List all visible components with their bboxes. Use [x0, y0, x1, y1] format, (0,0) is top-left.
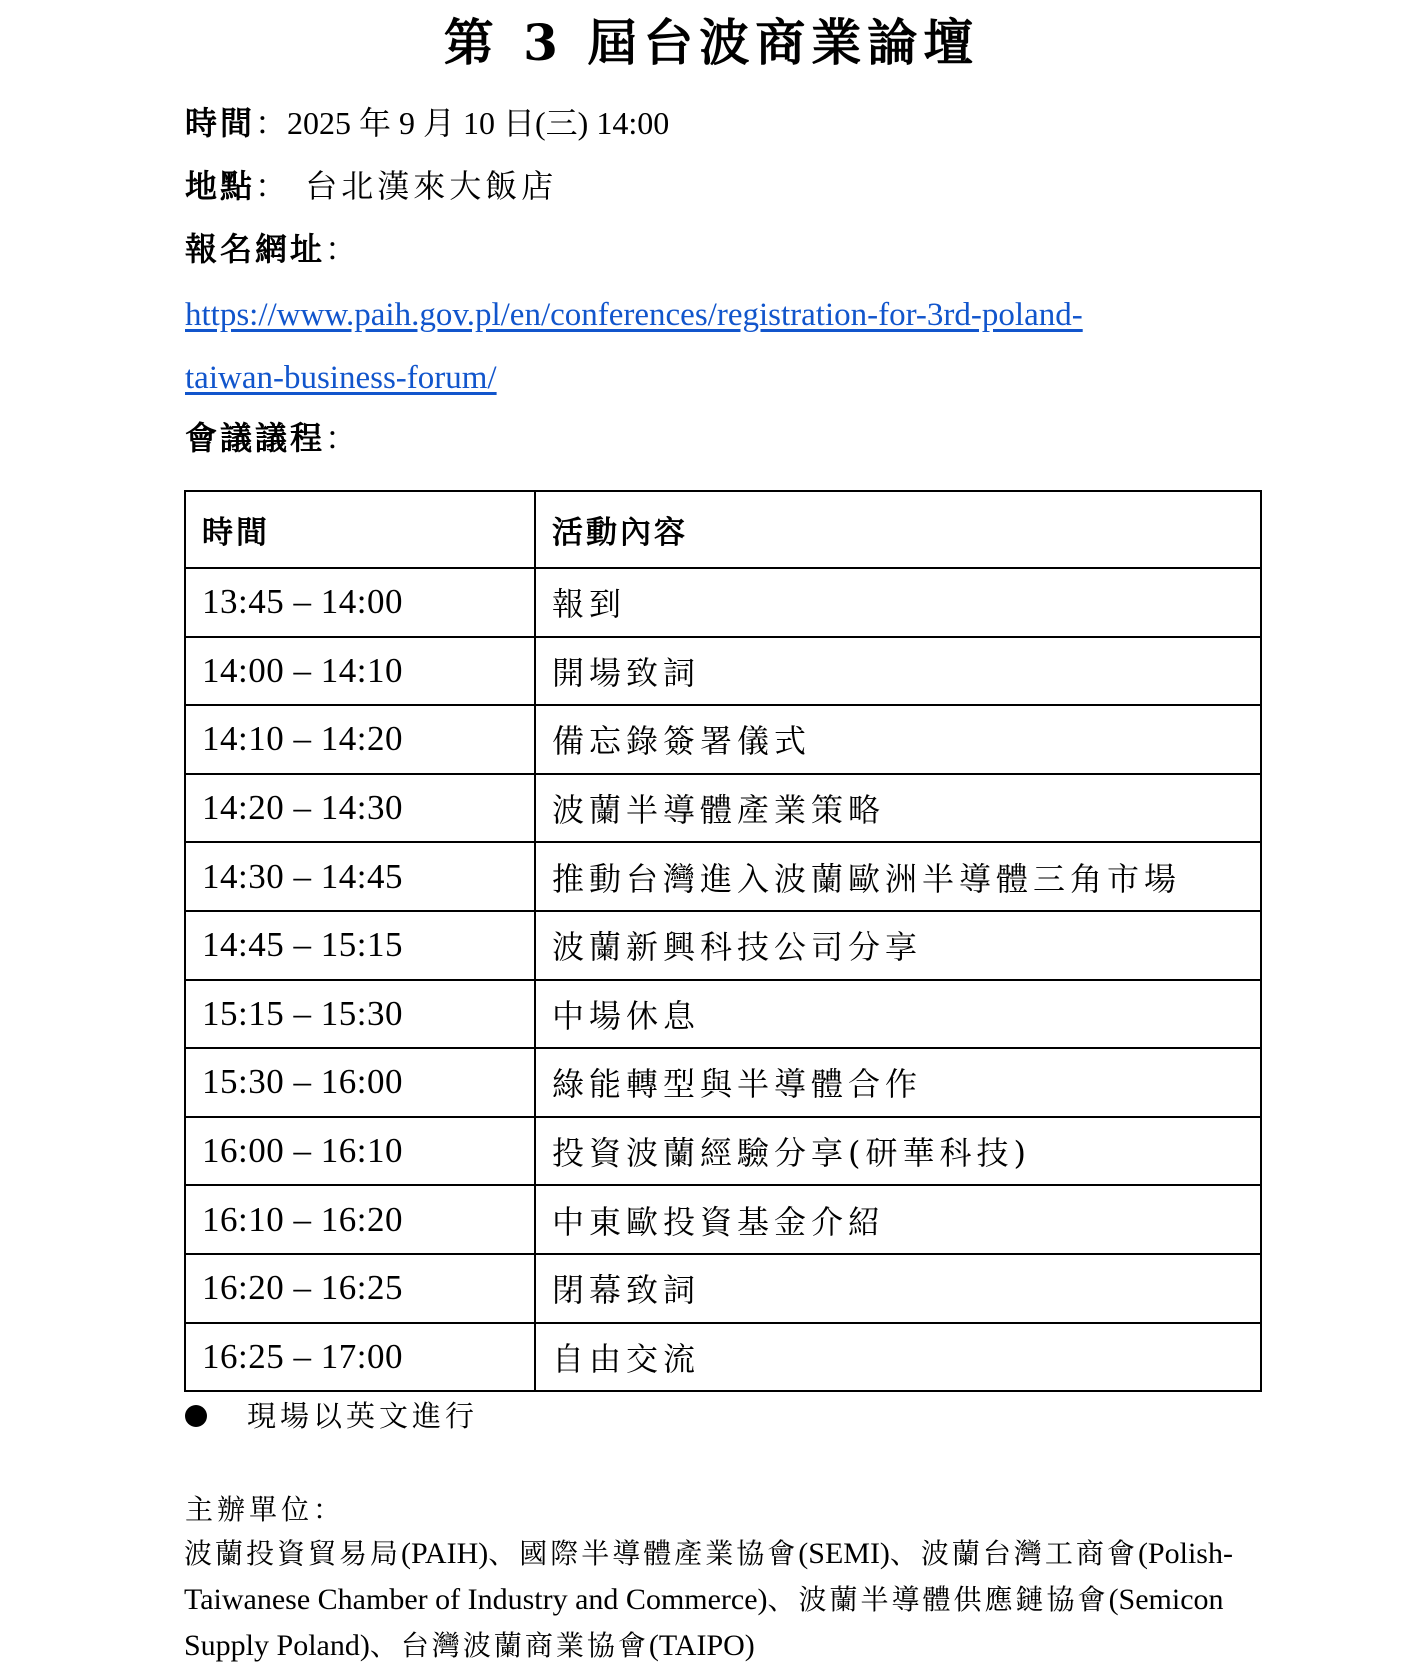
agenda-header-activity — [535, 491, 1261, 568]
table-row — [185, 1323, 1261, 1392]
organizer-text: (PAIH) — [401, 1537, 489, 1570]
agenda-activity-cell: 投資波蘭經驗分享(研華科技) — [535, 1117, 1261, 1186]
table-row — [185, 1254, 1261, 1323]
language-note-text: 現場以英文進行 — [247, 1399, 479, 1433]
table-row — [185, 842, 1261, 911]
organizer-text: 、台灣波蘭商業協會 — [369, 1629, 649, 1662]
organizer-text: Supply Poland) — [184, 1629, 370, 1662]
organizers-line-2 — [184, 1577, 1264, 1623]
agenda-header-time — [185, 491, 535, 568]
agenda-header-time-text: 時間 — [202, 515, 270, 551]
language-note — [185, 1396, 478, 1437]
bullet-icon — [185, 1405, 207, 1427]
agenda-activity-cell: 推動台灣進入波蘭歐洲半導體三角市場 — [535, 842, 1261, 911]
agenda-activity-cell: 閉幕致詞 — [535, 1254, 1261, 1323]
organizer-text: 、國際半導體產業協會 — [488, 1537, 799, 1570]
event-time-line — [185, 101, 669, 145]
agenda-activity-cell: 波蘭半導體產業策略 — [535, 774, 1261, 843]
organizer-text: 、波蘭台灣工商會 — [889, 1537, 1138, 1570]
organizer-text: 波蘭投資貿易局 — [184, 1537, 402, 1570]
agenda-activity-cell: 中東歐投資基金介紹 — [535, 1185, 1261, 1254]
agenda-heading — [185, 416, 357, 460]
organizers-label: 主辦單位： — [185, 1493, 346, 1526]
agenda-activity-cell: 中場休息 — [535, 980, 1261, 1049]
agenda-table — [184, 490, 1262, 1392]
agenda-time-cell: 14:10 – 14:20 — [185, 705, 535, 774]
registration-url-link[interactable]: https://www.paih.gov.pl/en/conferences/registration-for-3rd-poland- — [185, 297, 1083, 333]
table-row — [185, 774, 1261, 843]
agenda-colon: ： — [325, 420, 358, 456]
organizer-text: (TAIPO) — [648, 1629, 755, 1662]
organizer-text: Taiwanese Chamber of Industry and Commerce) — [184, 1583, 768, 1616]
registration-label: 報名網址 — [185, 230, 326, 268]
table-row — [185, 568, 1261, 637]
table-row — [185, 1117, 1261, 1186]
agenda-time-cell: 14:20 – 14:30 — [185, 774, 535, 843]
registration-url-line-2[interactable] — [185, 355, 497, 400]
agenda-header-activity-text: 活動內容 — [552, 515, 688, 551]
registration-url-line-1[interactable] — [185, 292, 1083, 337]
agenda-activity-cell: 自由交流 — [535, 1323, 1261, 1392]
organizers-line-1 — [184, 1531, 1264, 1577]
agenda-time-cell: 16:00 – 16:10 — [185, 1117, 535, 1186]
agenda-time-cell: 16:10 – 16:20 — [185, 1185, 535, 1254]
agenda-time-cell: 15:15 – 15:30 — [185, 980, 535, 1049]
registration-url-link-continued[interactable]: taiwan-business-forum/ — [185, 360, 497, 396]
agenda-time-cell: 16:25 – 17:00 — [185, 1323, 535, 1392]
agenda-activity-cell: 開場致詞 — [535, 637, 1261, 706]
event-location-label: 地點 — [185, 167, 256, 205]
agenda-time-cell: 14:30 – 14:45 — [185, 842, 535, 911]
table-row — [185, 1185, 1261, 1254]
event-time-label: 時間 — [185, 104, 256, 142]
agenda-activity-cell: 報到 — [535, 568, 1261, 637]
organizers-list — [184, 1531, 1264, 1669]
organizer-text: (SEMI) — [798, 1537, 890, 1570]
agenda-time-cell: 15:30 – 16:00 — [185, 1048, 535, 1117]
event-location-line — [185, 164, 557, 208]
event-location-value: ： 台北漢來大飯店 — [255, 167, 558, 205]
organizer-text: (Polish- — [1137, 1537, 1233, 1570]
registration-line — [185, 227, 357, 271]
agenda-activity-cell: 波蘭新興科技公司分享 — [535, 911, 1261, 980]
organizers-line-3 — [184, 1623, 1264, 1669]
table-row — [185, 911, 1261, 980]
agenda-time-cell: 13:45 – 14:00 — [185, 568, 535, 637]
organizer-text: 、波蘭半導體供應鏈協會 — [767, 1583, 1109, 1616]
agenda-time-cell: 14:00 – 14:10 — [185, 637, 535, 706]
event-time-value: ：2025 年 9 月 10 日(三) 14:00 — [255, 105, 670, 141]
registration-colon: ： — [325, 231, 358, 267]
agenda-label: 會議議程 — [185, 419, 326, 457]
agenda-time-cell: 14:45 – 15:15 — [185, 911, 535, 980]
organizer-text: (Semicon — [1108, 1583, 1224, 1616]
agenda-activity-cell: 備忘錄簽署儀式 — [535, 705, 1261, 774]
agenda-header-row — [185, 491, 1261, 568]
table-row — [185, 637, 1261, 706]
table-row — [185, 1048, 1261, 1117]
table-row — [185, 980, 1261, 1049]
table-row — [185, 705, 1261, 774]
agenda-time-cell: 16:20 – 16:25 — [185, 1254, 535, 1323]
agenda-activity-cell: 綠能轉型與半導體合作 — [535, 1048, 1261, 1117]
page-title: 第 3 屆台波商業論壇 — [443, 13, 980, 72]
